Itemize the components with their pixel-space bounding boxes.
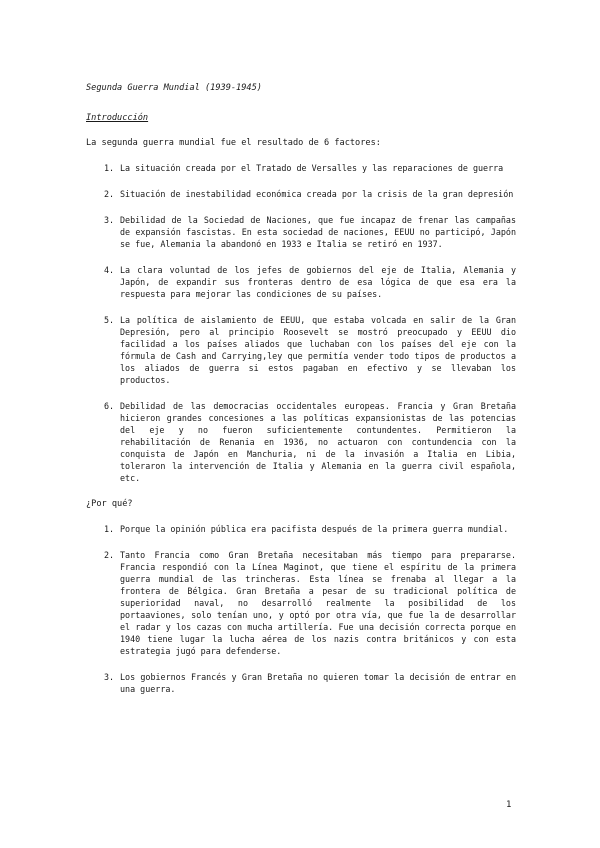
list-number: 2.: [104, 189, 115, 199]
reasons-list: [86, 523, 516, 695]
list-number: 3.: [104, 215, 115, 225]
list-item: [86, 264, 516, 300]
list-item: [86, 214, 516, 250]
list-item-text: Porque la opinión pública era pacifista después de la primera guerra mundial.: [120, 524, 509, 534]
list-item-text: La política de aislamiento de EEUU, que estaba volcada en salir de la Gran Depresión, pero al principio Roosevelt se mostró preocupado y EEUU dio facilidad a los países aliados que luchaban con los países del eje con la fórmula de Cash and Carrying,ley que permitía vender todo tipos de productos a los aliados de guerra si estos pagaban en efectivo y se llevaban los productos.: [120, 315, 516, 385]
list-number: 1.: [104, 163, 115, 173]
list-item-text: Debilidad de las democracias occidentales europeas. Francia y Gran Bretaña hicieron grandes concesiones a las políticas expansionistas de las potencias del eje y no fueron suficientemente contundentes. Permitieron la rehabilitación de Renania en 1936, no actuaron con contundencia con la conquista de Japón en Manchuria, ni de la invasión a Italia en Libia, toleraron la intervención de Italia y Alemania en la guerra civil española, etc.: [120, 401, 516, 483]
list-item: [86, 314, 516, 386]
list-item: [86, 162, 516, 174]
list-item: [86, 671, 516, 695]
list-item-text: Los gobiernos Francés y Gran Bretaña no quieren tomar la decisión de entrar en una guerra.: [120, 672, 516, 694]
list-number: 4.: [104, 265, 115, 275]
list-item: [86, 400, 516, 484]
list-item-text: La clara voluntad de los jefes de gobiernos del eje de Italia, Alemania y Japón, de expandir sus fronteras dentro de esa lógica de que esa era la respuesta para mejorar las condiciones de su países.: [120, 265, 516, 299]
intro-paragraph: La segunda guerra mundial fue el resultado de 6 factores:: [86, 138, 381, 148]
page-number: 1: [506, 800, 512, 810]
list-number: 3.: [104, 672, 115, 682]
document-title: Segunda Guerra Mundial (1939-1945): [86, 83, 262, 93]
list-item: [86, 188, 516, 200]
question-heading: ¿Por qué?: [86, 499, 133, 509]
list-item: [86, 549, 516, 657]
section-heading: Introducción: [86, 113, 149, 123]
list-item: [86, 523, 516, 535]
list-number: 2.: [104, 550, 115, 560]
document-page: [86, 82, 516, 709]
list-item-text: Debilidad de la Sociedad de Naciones, que fue incapaz de frenar las campañas de expansión fascistas. En esta sociedad de naciones, EEUU no participó, Japón se fue, Alemania la abandonó en 1933 e Italia se retiró en 1937.: [120, 215, 516, 249]
list-number: 5.: [104, 315, 115, 325]
factors-list: [86, 162, 516, 484]
list-item-text: Tanto Francia como Gran Bretaña necesitaban más tiempo para prepararse. Francia respondió con la Línea Maginot, que tiene el espíritu de la primera guerra mundial de las trincheras. Esta línea se frenaba al llegar a la frontera de Bélgica. Gran Bretaña a pesar de su tradicional política de superioridad naval, no desarrolló realmente la posibilidad de los portaaviones, solo tenían uno, y optó por otra vía, que fue la de desarrollar el radar y los cazas con mucha artillería. Fue una decisión correcta porque en 1940 tiene lugar la lucha aérea de los nazis contra británicos y con esta estrategia jugó para defenderse.: [120, 550, 516, 656]
list-item-text: La situación creada por el Tratado de Versalles y las reparaciones de guerra: [120, 163, 504, 173]
list-number: 6.: [104, 401, 115, 411]
list-item-text: Situación de inestabilidad económica creada por la crisis de la gran depresión: [120, 189, 514, 199]
list-number: 1.: [104, 524, 115, 534]
